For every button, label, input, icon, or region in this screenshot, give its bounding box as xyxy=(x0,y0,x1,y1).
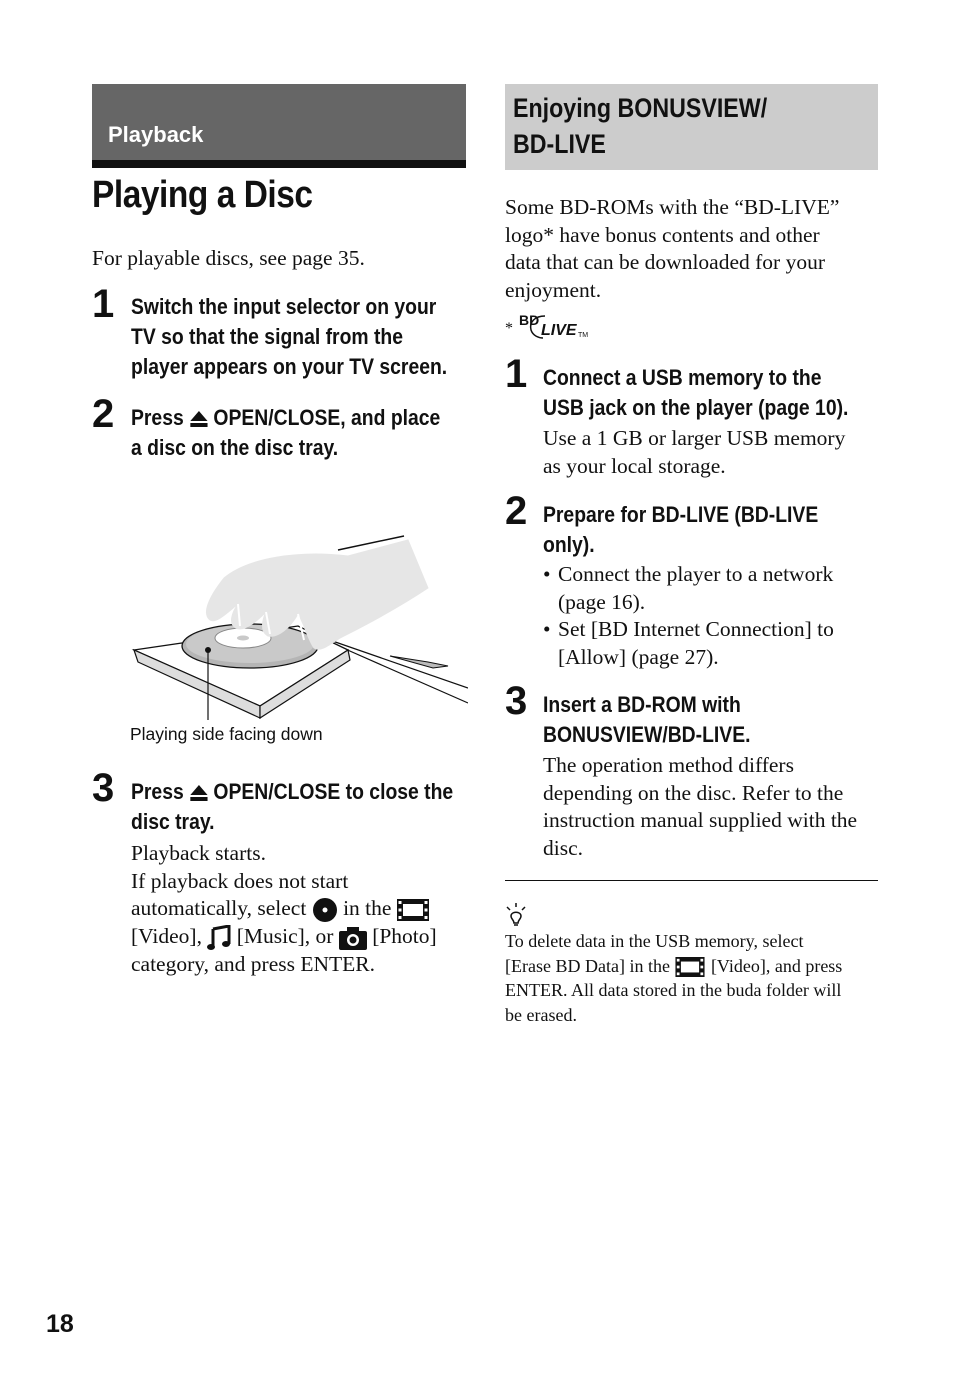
body-text: [Music], or xyxy=(236,924,334,949)
step-heading xyxy=(131,777,475,837)
bullet-line: (page 16). xyxy=(558,589,646,614)
body-line: If playback does not start xyxy=(131,868,349,893)
right-intro xyxy=(505,194,885,304)
page-title: Playing a Disc xyxy=(92,174,313,216)
step-number: 3 xyxy=(92,766,115,810)
step-heading-text: OPEN/CLOSE to close the xyxy=(213,779,454,804)
section-rule xyxy=(92,160,466,168)
logo-bd: BD xyxy=(519,312,540,328)
step-heading-line: BONUSVIEW/BD-LIVE. xyxy=(543,722,751,747)
step-body xyxy=(543,752,888,862)
body-line: Playback starts. xyxy=(131,841,266,865)
figure-caption: Playing side facing down xyxy=(130,724,323,744)
body-line: logo* have bonus contents and other xyxy=(505,222,820,247)
step-heading-line: Insert a BD-ROM with xyxy=(543,692,741,717)
eject-icon xyxy=(189,410,208,428)
heading-line: BD-LIVE xyxy=(513,129,606,159)
lightbulb-tip-icon xyxy=(505,903,527,927)
page-number: 18 xyxy=(46,1310,74,1338)
bullet-line: Connect the player to a network xyxy=(558,562,834,586)
step-number: 1 xyxy=(92,282,115,326)
step-heading-line: player appears on your TV screen. xyxy=(131,354,448,379)
bd-live-logo xyxy=(505,312,605,342)
step-number: 3 xyxy=(505,679,528,723)
tip-text-span: [Video], and press xyxy=(710,955,843,976)
tip-line: ENTER. All data stored in the buda folder will xyxy=(505,980,842,1001)
intro-text: For playable discs, see page 35. xyxy=(92,246,365,270)
step-body xyxy=(131,840,471,979)
step-heading xyxy=(131,403,475,463)
step-number: 1 xyxy=(505,352,528,396)
step-heading-text: OPEN/CLOSE, and place xyxy=(213,405,441,430)
disc-icon xyxy=(312,897,338,923)
body-text: [Photo] xyxy=(372,924,437,949)
section-heading-box xyxy=(505,84,878,170)
body-line: enjoyment. xyxy=(505,277,602,302)
step-heading-line: only). xyxy=(543,532,595,557)
step-heading-line: a disc on the disc tray. xyxy=(131,435,339,460)
body-text: in the xyxy=(343,896,392,920)
body-line: Some BD-ROMs with the “BD-LIVE” xyxy=(505,195,840,219)
tip-divider xyxy=(505,880,878,881)
step-number: 2 xyxy=(505,489,528,533)
step-heading-line: Prepare for BD-LIVE (BD-LIVE xyxy=(543,502,819,527)
step-heading-line: disc tray. xyxy=(131,809,215,834)
step-heading-text: Press xyxy=(131,405,184,430)
body-line: Use a 1 GB or larger USB memory xyxy=(543,426,846,450)
body-line: as your local storage. xyxy=(543,453,726,478)
step-heading xyxy=(543,363,887,423)
step-body xyxy=(543,425,883,480)
step-heading-line: USB jack on the player (page 10). xyxy=(543,395,849,420)
disc-tray-illustration xyxy=(128,528,468,723)
step-heading-line: TV so that the signal from the xyxy=(131,324,404,349)
step-heading xyxy=(543,690,887,750)
body-line: category, and press ENTER. xyxy=(131,952,375,977)
step-number: 2 xyxy=(92,392,115,436)
bullet-list xyxy=(543,561,883,671)
section-heading xyxy=(513,90,767,162)
list-item: • Set [BD Internet Connection] to [Allow] (page 27). xyxy=(543,616,883,671)
bullet-line: Set [BD Internet Connection] to xyxy=(558,617,834,641)
heading-line: Enjoying BONUSVIEW/ xyxy=(513,93,768,123)
step-heading-text: Press xyxy=(131,779,184,804)
list-item: • Connect the player to a network (page 16). xyxy=(543,561,883,616)
step-heading-line: Connect a USB memory to the xyxy=(543,365,822,390)
eject-icon xyxy=(189,784,208,802)
section-header-bar xyxy=(92,84,466,160)
body-line: data that can be downloaded for your xyxy=(505,250,825,274)
tip-text-span: [Erase BD Data] in the xyxy=(505,955,670,976)
bullet-line: [Allow] (page 27). xyxy=(558,644,719,669)
step-heading xyxy=(131,292,475,382)
body-text: automatically, select xyxy=(131,896,307,920)
section-label: Playback xyxy=(108,122,204,147)
video-film-icon xyxy=(397,899,429,921)
logo-tm: TM xyxy=(578,332,589,339)
camera-icon xyxy=(339,926,367,950)
tip-line: To delete data in the USB memory, select xyxy=(505,931,804,951)
logo-asterisk: * xyxy=(505,320,513,337)
music-note-icon xyxy=(207,925,231,951)
step-heading-line: Switch the input selector on your xyxy=(131,294,437,319)
video-film-icon xyxy=(674,957,706,977)
body-line: disc. xyxy=(543,835,584,860)
logo-arc xyxy=(527,314,551,340)
logo-live: LIVE xyxy=(541,322,577,339)
body-text: [Video], xyxy=(131,924,202,949)
body-line: instruction manual supplied with the xyxy=(543,808,858,832)
body-line: depending on the disc. Refer to the xyxy=(543,780,844,805)
tip-text xyxy=(505,929,885,1027)
tip-line: be erased. xyxy=(505,1004,577,1025)
step-heading xyxy=(543,500,887,560)
body-line: The operation method differs xyxy=(543,753,794,777)
